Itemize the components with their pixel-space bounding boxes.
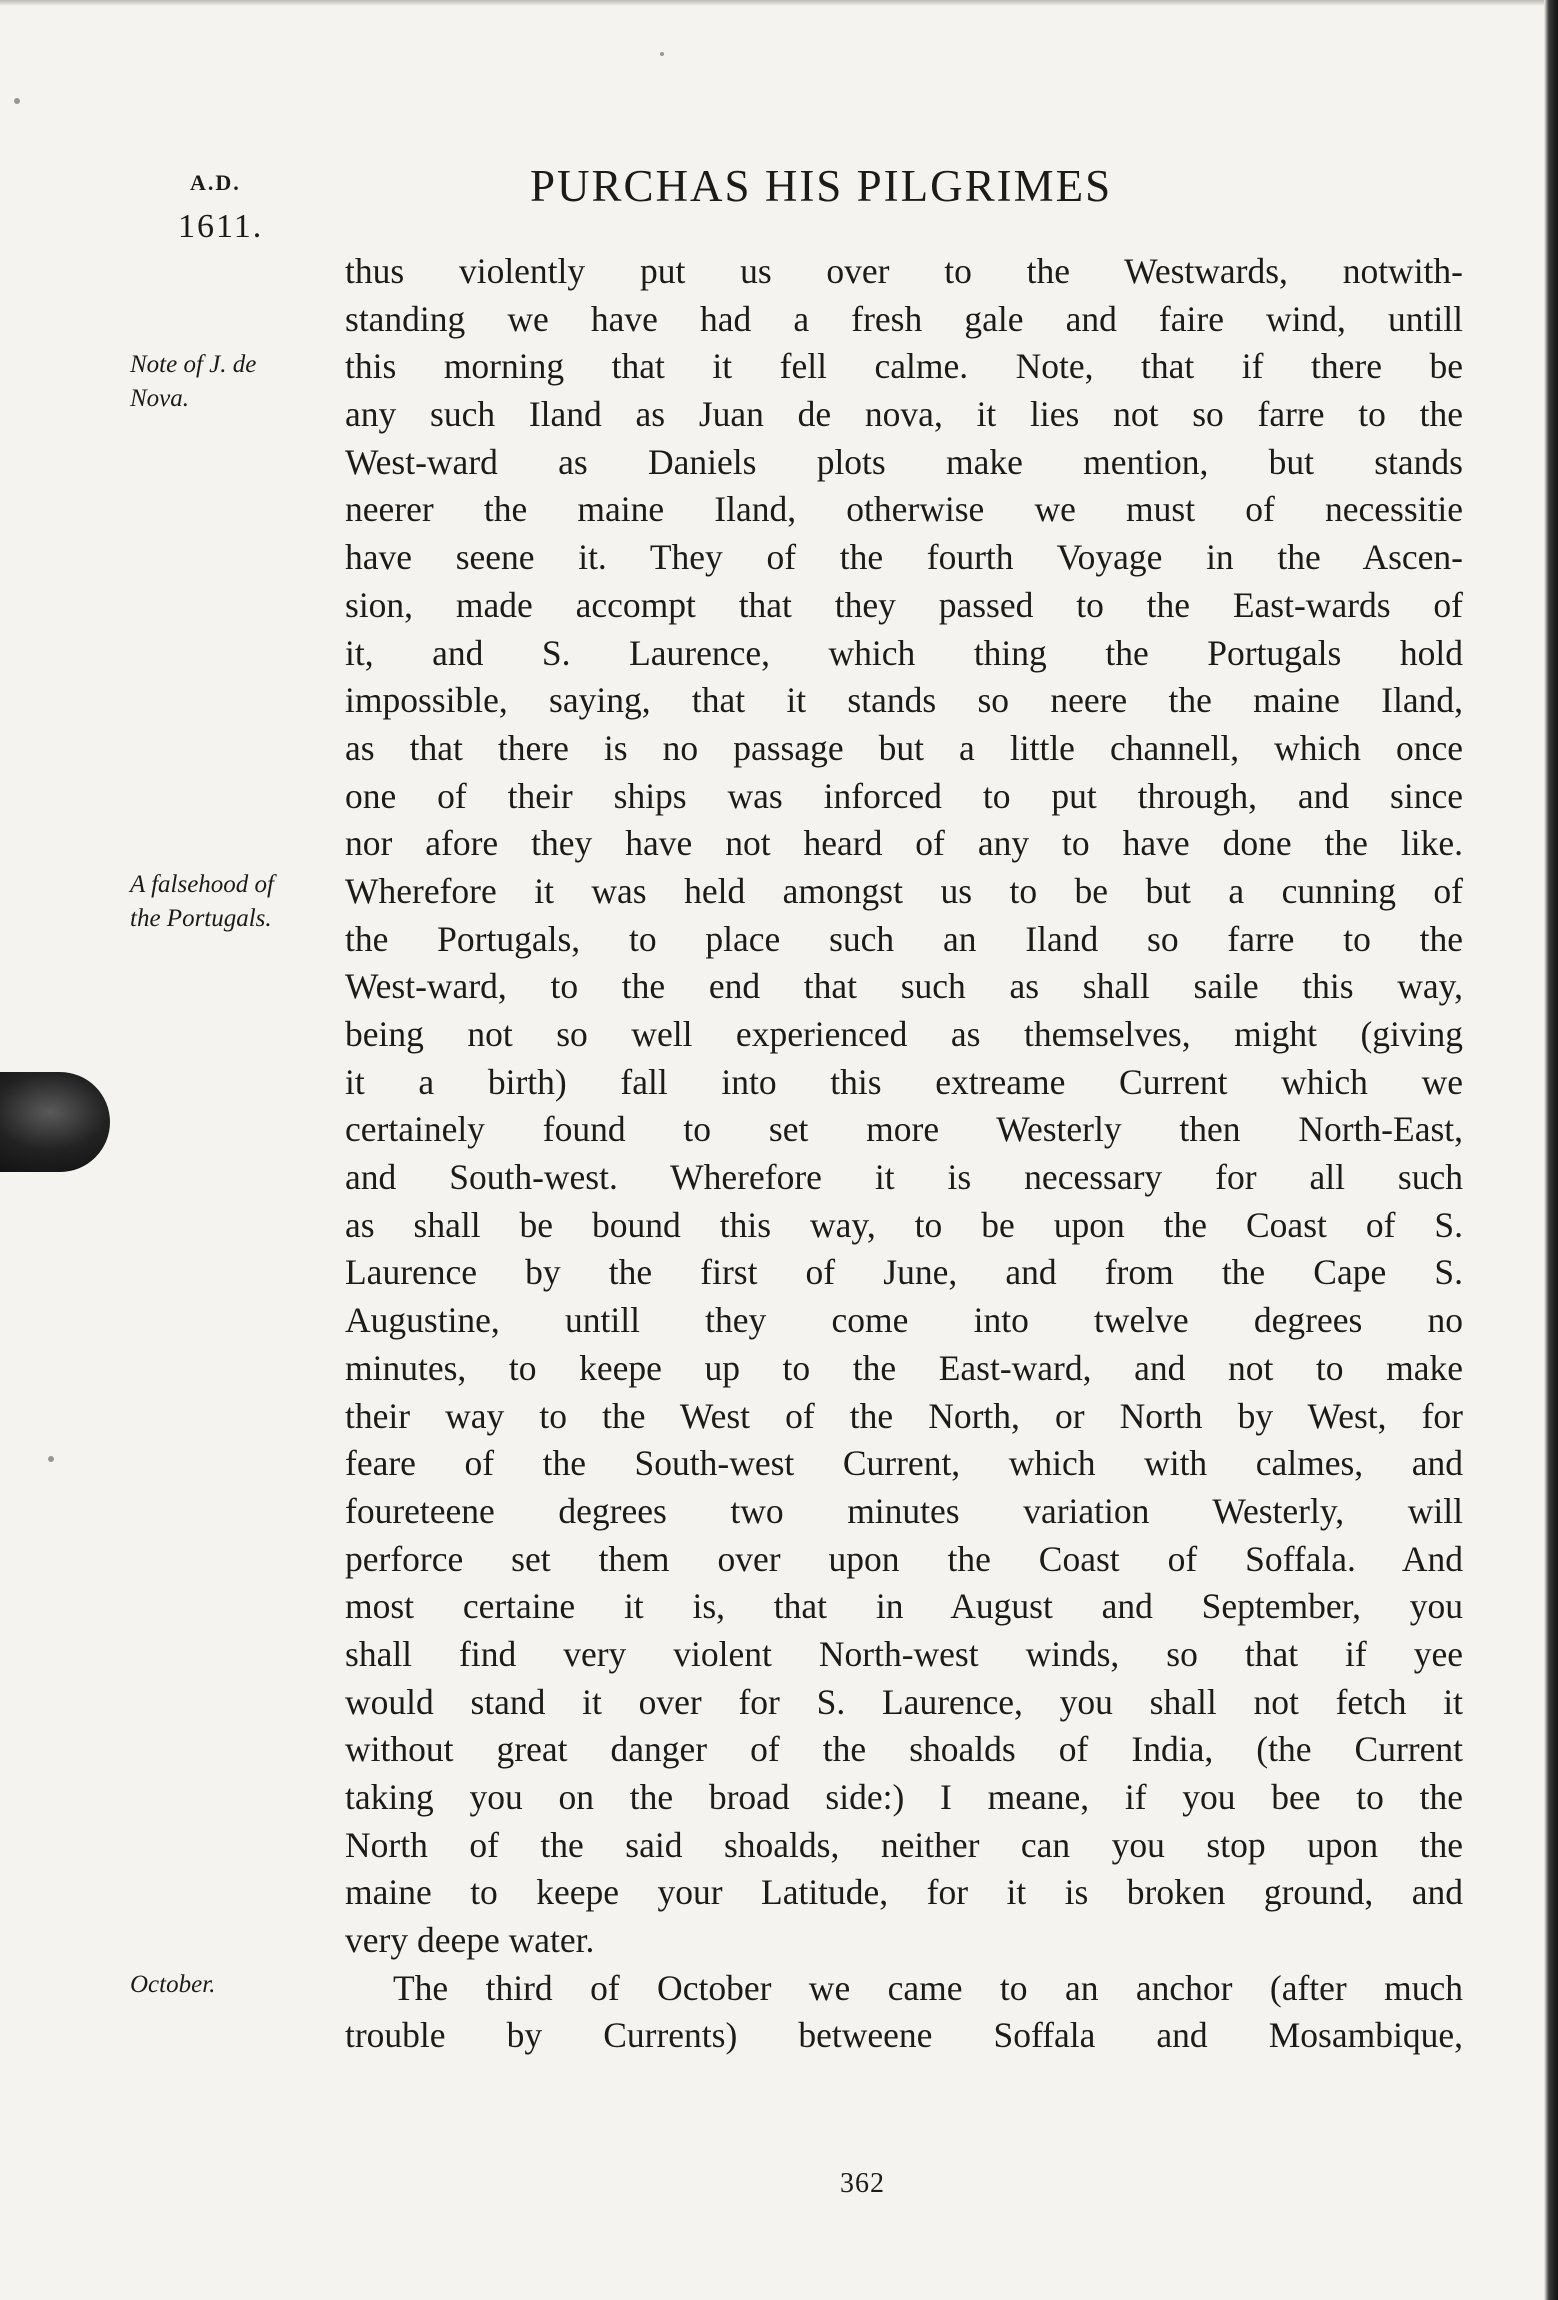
paper-speck	[48, 1456, 54, 1462]
year-label: A.D.	[190, 170, 241, 195]
paper-speck	[14, 98, 20, 104]
text-line: very deepe water.	[345, 1920, 595, 1961]
text-line: minutes, to keepe up to the East-ward, and not to make	[345, 1347, 1463, 1388]
paper-speck	[660, 52, 664, 56]
text-line: impossible, saying, that it stands so neere the maine Iland,	[345, 680, 1463, 721]
body-text	[345, 248, 1463, 2060]
text-line: West-ward as Daniels plots make mention, but stands	[345, 441, 1463, 482]
text-line: nor afore they have not heard of any to have done the like.	[345, 823, 1463, 864]
text-line: Augustine, untill they come into twelve degrees no	[345, 1300, 1463, 1341]
text-line: neerer the maine Iland, otherwise we must of necessitie	[345, 489, 1463, 530]
text-line: maine to keepe your Latitude, for it is broken ground, and	[345, 1872, 1463, 1913]
text-line: as shall be bound this way, to be upon the Coast of S.	[345, 1204, 1463, 1245]
text-line: North of the said shoalds, neither can you stop upon the	[345, 1824, 1463, 1865]
margin-note-line: Note of J. de	[130, 351, 257, 378]
margin-note-line: A falsehood of	[130, 871, 274, 898]
text-line: have seene it. They of the fourth Voyage in the Ascen-	[345, 537, 1463, 578]
text-line: it a birth) fall into this extreame Current which we	[345, 1061, 1463, 1102]
text-line: Laurence by the first of June, and from the Cape S.	[345, 1252, 1463, 1293]
text-line: taking you on the broad side:) I meane, if you bee to the	[345, 1777, 1463, 1817]
text-line: feare of the South-west Current, which with calmes, and	[345, 1443, 1463, 1484]
thumb-shadow	[0, 1072, 110, 1172]
text-line: Wherefore it was held amongst us to be but a cunning of	[345, 870, 1463, 911]
text-line: foureteene degrees two minutes variation Westerly, will	[345, 1490, 1463, 1531]
margin-note-falsehood	[130, 868, 345, 936]
text-line: would stand it over for S. Laurence, you shall not fetch it	[345, 1681, 1463, 1722]
text-line: being not so well experienced as themselves, might (giving	[345, 1014, 1463, 1054]
text-line: and South-west. Wherefore it is necessary for all such	[345, 1157, 1463, 1198]
text-line: without great danger of the shoalds of India, (the Current	[345, 1729, 1463, 1770]
running-title: PURCHAS HIS PILGRIMES	[530, 161, 1113, 211]
text-line: shall find very violent North-west winds, so that if yee	[345, 1633, 1463, 1674]
text-line: trouble by Currents) betweene Soffala and Mosambique,	[345, 2015, 1463, 2056]
year-value: 1611.	[178, 208, 264, 245]
text-line: one of their ships was inforced to put through, and since	[345, 775, 1463, 816]
text-line: sion, made accompt that they passed to the East-wards of	[345, 584, 1463, 625]
margin-note-line: October.	[130, 1971, 216, 1998]
text-line: The third of October we came to an anchor (after much	[393, 1967, 1463, 2008]
text-line: it, and S. Laurence, which thing the Portugals hold	[345, 632, 1463, 673]
text-line: this morning that it fell calme. Note, that if there be	[345, 346, 1463, 387]
page-gutter-shadow	[1544, 0, 1558, 2300]
text-line: standing we have had a fresh gale and faire wind, untill	[345, 298, 1463, 339]
text-line: most certaine it is, that in August and September, you	[345, 1586, 1463, 1627]
text-line: their way to the West of the North, or North by West, for	[345, 1395, 1463, 1436]
margin-note-line: Nova.	[130, 385, 190, 412]
text-line: thus violently put us over to the Westwards, notwith-	[345, 251, 1463, 291]
page-number: 362	[840, 2168, 885, 2199]
text-line: as that there is no passage but a little channell, which once	[345, 727, 1463, 768]
margin-note-line: the Portugals.	[130, 905, 272, 932]
margin-note-juan-de-nova	[130, 348, 345, 416]
text-line: certainely found to set more Westerly then North-East,	[345, 1109, 1463, 1150]
text-line: the Portugals, to place such an Iland so farre to the	[345, 918, 1463, 959]
text-line: any such Iland as Juan de nova, it lies not so farre to the	[345, 394, 1463, 435]
text-line: perforce set them over upon the Coast of Soffala. And	[345, 1538, 1463, 1579]
text-line: West-ward, to the end that such as shall saile this way,	[345, 966, 1463, 1007]
margin-note-october	[130, 1968, 345, 2002]
page-top-shadow	[0, 0, 1558, 6]
